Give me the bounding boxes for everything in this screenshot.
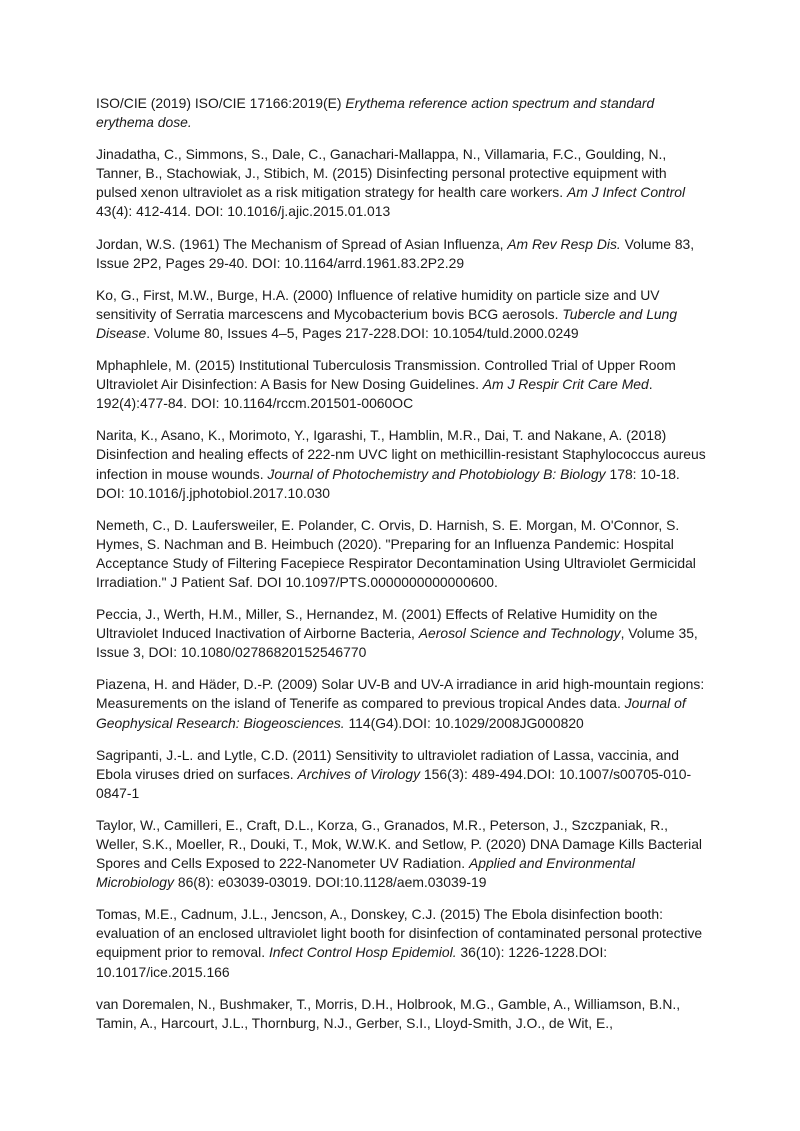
reference-journal: Tubercle and Lung Disease xyxy=(96,305,678,341)
reference-taylor xyxy=(96,816,708,892)
reference-isocie xyxy=(96,94,708,132)
reference-text: van Doremalen, N., Bushmaker, T., Morris, D.H., Holbrook, M.G., Gamble, A., Williamson, B.N., Tamin, A., Harcourt, J.L., Thornburg, N.J., Gerber, S.I., Lloyd-Smith, J.O., de Wit, E., xyxy=(96,995,681,1031)
reference-text: 156(3): 489-494. xyxy=(420,765,527,782)
reference-list xyxy=(96,94,708,1046)
reference-narita xyxy=(96,426,708,502)
reference-journal: Journal of Photochemistry and Photobiology B: Biology xyxy=(267,465,606,482)
reference-sagripanti xyxy=(96,746,708,803)
reference-text: 86(8): e03039-03019. DOI:10.1128/aem.03039-19 xyxy=(173,874,487,891)
reference-ko xyxy=(96,286,708,343)
reference-journal: Am J Infect Control xyxy=(566,184,686,201)
reference-text: 178: 10-18. DOI: 10.1016/j.jphotobiol.2017.10.030 xyxy=(96,465,680,501)
reference-text: 114(G4). xyxy=(344,714,403,731)
reference-text: DOI: 10.1054/tuld.2000.0249 xyxy=(400,324,579,341)
reference-text: Mphaphlele, M. (2015) Institutional Tuberculosis Transmission. Controlled Trial of Upper Room Ultraviolet Air Disinfection: A Basis for New Dosing Guidelines. xyxy=(96,357,676,393)
reference-text: Jordan, W.S. (1961) The Mechanism of Spread of Asian Influenza, xyxy=(96,235,508,252)
reference-piazena xyxy=(96,675,708,732)
reference-text: Volume 83, Issue 2P2, Pages 29-40. DOI: 10.1164/arrd.1961.83.2P2.29 xyxy=(96,235,695,271)
reference-text: Peccia, J., Werth, H.M., Miller, S., Hernandez, M. (2001) Effects of Relative Humidity on the Ultraviolet Induced Inactivation of Airborne Bacteria, xyxy=(96,606,658,642)
reference-text: Taylor, W., Camilleri, E., Craft, D.L., Korza, G., Granados, M.R., Peterson, J., Szczpaniak, R., Weller, S.K., Moeller, R., Douki, T., Mok, W.W.K. and Setlow, P. (2020) DNA Damage Kills Bacterial Spores and Cells Exposed to 222-Nanometer UV Radiation. xyxy=(96,816,703,872)
reference-text: ISO/CIE (2019) ISO/CIE 17166:2019(E) xyxy=(96,95,346,111)
reference-text: , Volume 35, Issue 3, DOI: 10.1080/02786820152546770 xyxy=(96,625,698,661)
reference-text: . 192(4):477-84. DOI: 10.1164/rccm.201501-0060OC xyxy=(96,376,653,412)
reference-text: Ko, G., First, M.W., Burge, H.A. (2000) Influence of relative humidity on particle size and UV sensitivity of Serratia marcescens and Mycobacterium bovis BCG aerosols. xyxy=(96,286,660,322)
reference-text: 36(10): 1226-1228. xyxy=(456,944,579,961)
reference-text: DOI: 10.1017/ice.2015.166 xyxy=(96,944,608,980)
reference-text: Tomas, M.E., Cadnum, J.L., Jencson, A., Donskey, C.J. (2015) The Ebola disinfection booth: evaluation of an enclosed ultraviolet light booth for disinfection of contaminated personal protective equipment prior to removal. xyxy=(96,906,703,961)
reference-journal: Infect Control Hosp Epidemiol. xyxy=(268,944,457,961)
reference-journal: Erythema reference action spectrum and standard erythema dose. xyxy=(96,95,655,131)
reference-journal: Am J Respir Crit Care Med xyxy=(482,376,649,393)
reference-text: Narita, K., Asano, K., Morimoto, Y., Igarashi, T., Hamblin, M.R., Dai, T. and Nakane, A. (2018) Disinfection and healing effects of 222-nm UVC light on methicillin-resistant Staphylococcus aureus infection in mouse wounds. xyxy=(96,427,706,482)
reference-journal: Archives of Virology xyxy=(297,765,421,782)
reference-journal: Aerosol Science and Technology xyxy=(418,625,621,642)
reference-journal: Am Rev Resp Dis. xyxy=(507,235,621,252)
reference-text: Jinadatha, C., Simmons, S., Dale, C., Ganachari-Mallappa, N., Villamaria, F.C., Goulding, N., Tanner, B., Stachowiak, J., Stibich, M. (2015) Disinfecting personal protective equipment with pulsed xenon ultraviolet as a risk mitigation strategy for health care workers. xyxy=(96,146,667,201)
reference-text: Piazena, H. and Häder, D.-P. (2009) Solar UV-B and UV-A irradiance in arid high-mountain regions: Measurements on the island of Tenerife as compared to previous tropical Andes data. xyxy=(96,676,705,712)
reference-text: 43(4): 412-414. DOI: 10.1016/j.ajic.2015.01.013 xyxy=(96,203,391,220)
reference-text: Nemeth, C., D. Laufersweiler, E. Polander, C. Orvis, D. Harnish, S. E. Morgan, M. O'Connor, S. Hymes, S. Nachman and B. Heimbuch (2020). "Preparing for an Influenza Pandemic: Hospital Acceptance Study of Filtering Facepiece Respirator Decontamination Using Ultraviolet Germicidal Irradiation." J Patient Saf. DOI 10.1097/PTS.0000000000000600. xyxy=(96,516,696,590)
reference-text: . Volume 80, Issues 4–5, Pages 217-228. xyxy=(146,324,401,341)
reference-nemeth xyxy=(96,516,708,592)
reference-jordan xyxy=(96,235,708,273)
reference-jinadatha xyxy=(96,145,708,221)
reference-vandoremalen xyxy=(96,995,708,1033)
reference-mphaphlele xyxy=(96,356,708,413)
reference-text: DOI: 10.1029/2008JG000820 xyxy=(402,714,584,731)
reference-journal: Applied and Environmental Microbiology xyxy=(96,855,635,891)
reference-journal: Journal of Geophysical Research: Biogeosciences. xyxy=(96,695,686,731)
reference-text: Sagripanti, J.-L. and Lytle, C.D. (2011) Sensitivity to ultraviolet radiation of Lassa, vaccinia, and Ebola viruses dried on surfaces. xyxy=(96,746,679,782)
reference-text: DOI: 10.1007/s00705-010-0847-1 xyxy=(96,765,692,801)
reference-tomas xyxy=(96,905,708,981)
reference-peccia xyxy=(96,605,708,662)
